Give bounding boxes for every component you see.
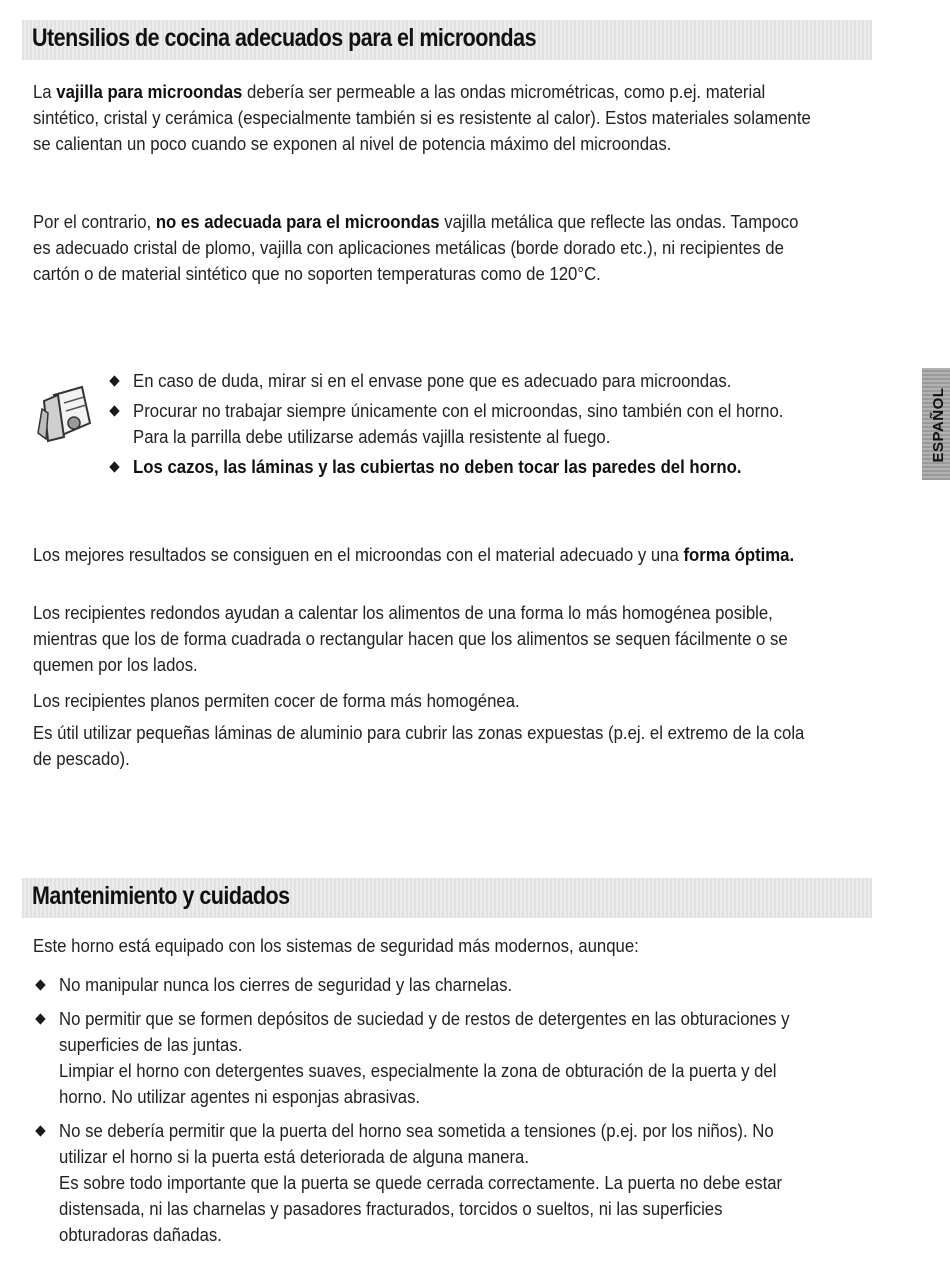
section-heading-maintenance <box>22 878 872 918</box>
bold-term: vajilla para microondas <box>56 82 243 102</box>
item-extra-text: Limpiar el horno con detergentes suaves, especialmente la zona de obturación de la puerta y del horno. No utilizar agentes ni esponjas abrasivas. <box>59 1061 777 1107</box>
paragraph-flat-containers: Los recipientes planos permiten cocer de forma más homogénea. <box>33 691 520 711</box>
maintenance-item <box>33 972 814 998</box>
item-text: No manipular nunca los cierres de seguridad y las charnelas. <box>59 975 513 995</box>
note-text: Los cazos, las láminas y las cubiertas no deben tocar las paredes del horno. <box>133 457 742 477</box>
diamond-bullet-icon <box>35 1013 46 1024</box>
bold-term: forma óptima. <box>683 545 795 565</box>
maintenance-item <box>33 1006 814 1110</box>
maintenance-list <box>33 972 814 1256</box>
note-item <box>107 368 823 394</box>
note-item-warning <box>107 454 823 480</box>
diamond-bullet-icon <box>35 1125 46 1136</box>
text-run: vajilla metálica que reflecte las ondas. Tampoco es adecuado cristal de plomo, vajilla con aplicaciones metálicas (borde dorado etc.), ni recipientes de cartón o de material sintético que no soporten temperaturas como de 120°C. <box>33 212 799 284</box>
paragraph-microwave-dishes <box>33 79 814 157</box>
paragraph-unsuitable-dishes <box>33 209 814 287</box>
item-text: No se debería permitir que la puerta del horno sea sometida a tensiones (p.ej. por los niños). No utilizar el horno si la puerta está deteriorada de alguna manera. <box>59 1121 774 1167</box>
paragraph-round-containers: Los recipientes redondos ayudan a calentar los alimentos de una forma lo más homogénea posible, mientras que los de forma cuadrada o rectangular hacen que los alimentos se sequen fácilmente o se quemen por los lados. <box>33 603 788 675</box>
language-tab-label: ESPAÑOL <box>930 387 947 463</box>
note-list <box>107 368 823 484</box>
bold-term: no es adecuada para el microondas <box>155 212 440 232</box>
note-book-icon <box>34 383 96 443</box>
text-run: Por el contrario, <box>33 212 156 232</box>
section-heading-utensils <box>22 20 872 60</box>
diamond-bullet-icon <box>109 461 120 472</box>
diamond-bullet-icon <box>109 375 120 386</box>
paragraph-aluminium-foil: Es útil utilizar pequeñas láminas de aluminio para cubrir las zonas expuestas (p.ej. el extremo de la cola de pescado). <box>33 723 805 769</box>
item-extra-text: Es sobre todo importante que la puerta se quede cerrada correctamente. La puerta no debe estar distensada, ni las charnelas y pasadores fracturados, torcidos o sueltos, ni las superficies obturadoras dañadas. <box>59 1173 783 1245</box>
text-run: La <box>33 82 57 102</box>
text-run: debería ser permeable a las ondas micrométricas, como p.ej. material sintético, cristal y cerámica (especialmente también si es resistente al calor). Estos materiales solamente se calientan un poco cuando se exponen al nivel de potencia máximo del microondas. <box>33 82 811 154</box>
diamond-bullet-icon <box>109 405 120 416</box>
item-text: No permitir que se formen depósitos de suciedad y de restos de detergentes en las obturaciones y superficies de las juntas. <box>59 1009 790 1055</box>
note-text: En caso de duda, mirar si en el envase pone que es adecuado para microondas. <box>133 371 732 391</box>
paragraph-optimal-shape <box>33 542 814 568</box>
section-title: Mantenimiento y cuidados <box>32 882 290 910</box>
note-text: Procurar no trabajar siempre únicamente con el microondas, sino también con el horno. Para la parrilla debe utilizarse además vajilla resistente al fuego. <box>133 401 784 447</box>
note-item <box>107 398 823 450</box>
diamond-bullet-icon <box>35 979 46 990</box>
section-title: Utensilios de cocina adecuados para el microondas <box>32 24 537 52</box>
maintenance-item <box>33 1118 814 1248</box>
paragraph-safety-intro: Este horno está equipado con los sistemas de seguridad más modernos, aunque: <box>33 936 639 956</box>
text-run: Los mejores resultados se consiguen en el microondas con el material adecuado y una <box>33 545 684 565</box>
